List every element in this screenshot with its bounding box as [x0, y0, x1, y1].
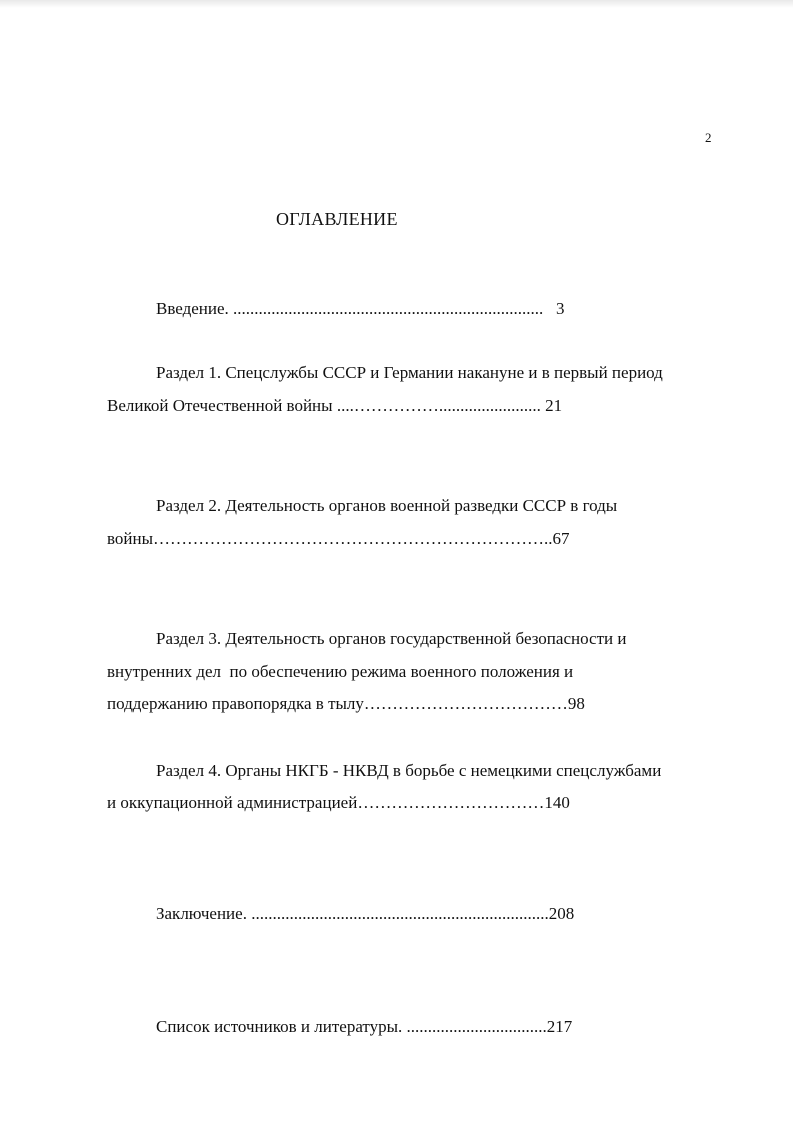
page-title: ОГЛАВЛЕНИЕ: [276, 209, 398, 229]
toc-entry-section-1-line-2: Великой Отечественной войны ....……………........................ 21: [107, 396, 563, 415]
toc-entry-section-2-line-2: войны……………………………………………………………..67: [107, 529, 570, 548]
toc-entry-section-1-line-1: Раздел 1. Спецслужбы СССР и Германии накануне и в первый период: [156, 363, 663, 382]
toc-entry-section-4-line-2: и оккупационной администрацией……………………………140: [107, 793, 570, 812]
toc-entry-introduction: Введение. ......................................................................... 3: [156, 299, 565, 318]
scan-edge: [0, 0, 793, 8]
toc-entry-section-2-line-1: Раздел 2. Деятельность органов военной разведки СССР в годы: [156, 496, 618, 515]
page-number: 2: [705, 130, 712, 145]
toc-entry-section-3-line-3: поддержанию правопорядка в тылу………………………………98: [107, 694, 585, 713]
toc-entry-section-3-line-2: внутренних дел по обеспечению режима военного положения и: [107, 662, 574, 681]
toc-entry-sources: Список источников и литературы. .................................217: [156, 1017, 573, 1036]
toc-entry-section-3-line-1: Раздел 3. Деятельность органов государственной безопасности и: [156, 629, 627, 648]
toc-entry-section-4-line-1: Раздел 4. Органы НКГБ - НКВД в борьбе с немецкими спецслужбами: [156, 761, 662, 780]
toc-entry-conclusion: Заключение. ......................................................................208: [156, 904, 575, 923]
